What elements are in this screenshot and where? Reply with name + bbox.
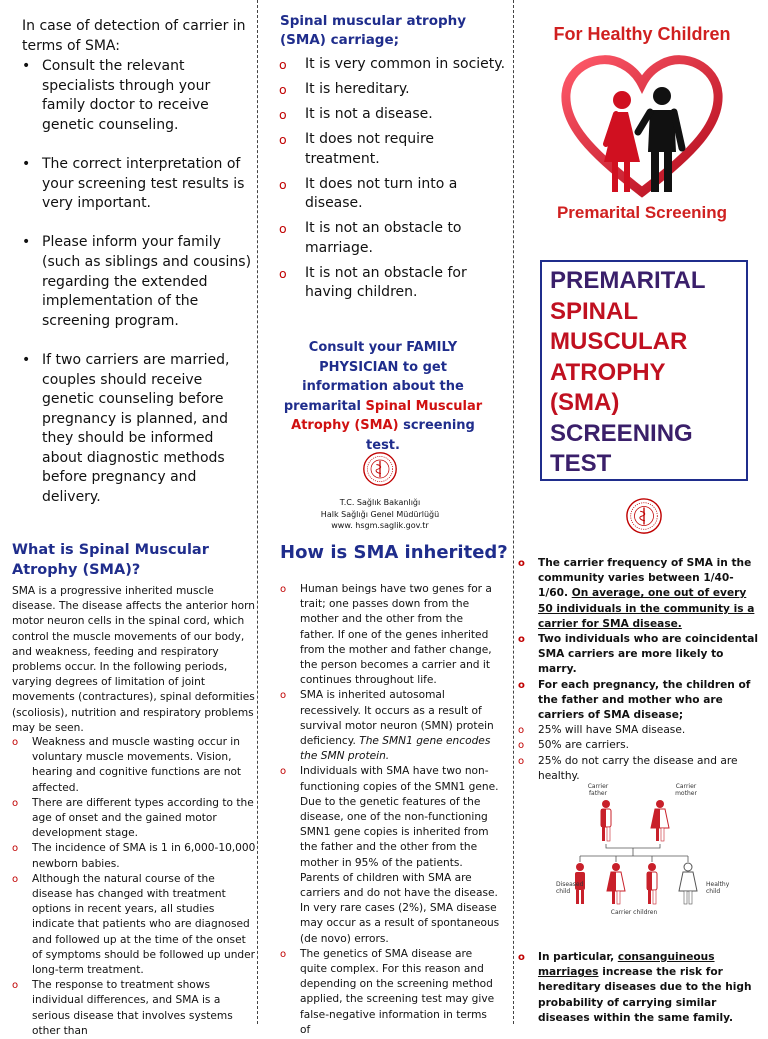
list-item-text: SMA is inherited autosomal recessively. It occurs as a result of survival motor neuron (SMN) protein deficiency. bbox=[300, 689, 494, 748]
list-item: • Please inform your family (such as siblings and cousins) regarding the extended implementation of the screening program. bbox=[22, 233, 254, 331]
title-line: SCREENING bbox=[550, 419, 693, 447]
carrier-advice-list bbox=[22, 57, 254, 527]
consanguinity-note bbox=[518, 950, 762, 1026]
list-item: o It is not an obstacle to marriage. bbox=[278, 219, 506, 258]
list-item: o It is not an obstacle for having children. bbox=[278, 264, 506, 303]
healthy-child-figure bbox=[679, 863, 697, 904]
tagline: For Healthy Children bbox=[553, 24, 731, 44]
carrier-father-label: Carrier father bbox=[587, 783, 609, 797]
ministry-name: T.C. Sağlık Bakanlığı bbox=[339, 498, 421, 507]
list-item-text: In particular, bbox=[538, 951, 618, 963]
title-line: ATROPHY bbox=[550, 358, 666, 386]
list-item-underline: consanguineous marriages bbox=[538, 951, 715, 979]
list-item: o The genetics of SMA disease are quite complex. For this reason and depending on the screening method applied, the screening test may give false-negative information in terms of bbox=[280, 947, 500, 1038]
carrier-mother-figure bbox=[651, 800, 669, 841]
premarital-screening-subtitle: Premarital Screening bbox=[556, 203, 728, 222]
list-item: o Human beings have two genes for a trait; one passes down from the mother and the other from the father. If one of the genes inherited from the mother and father change, the person becomes a carrier and it continues throughout life. bbox=[280, 582, 500, 688]
list-item: o It is not a disease. bbox=[278, 105, 506, 125]
list-item-underline: On average, one out of every 50 individuals in the community is a carrier for SMA disease. bbox=[538, 587, 755, 630]
inheritance-family-diagram bbox=[548, 776, 738, 926]
directorate-name: Halk Sağlığı Genel Müdürlüğü bbox=[320, 509, 440, 519]
carrier-child-figure bbox=[647, 863, 657, 904]
ministry-logo bbox=[625, 497, 663, 535]
consult-text-part1: Consult your FAMILY PHYSICIAN to get information about the premarital bbox=[283, 340, 464, 414]
carrier-statistics-list bbox=[518, 556, 762, 784]
how-inherited-heading: How is SMA inherited? bbox=[280, 542, 508, 563]
carrier-children-label: Carrier children bbox=[610, 909, 658, 916]
list-item: o The incidence of SMA is 1 in 6,000-10,000 newborn babies. bbox=[12, 841, 258, 871]
list-item bbox=[280, 688, 500, 764]
list-item: o 25% do not carry the disease and are healthy. bbox=[518, 754, 762, 784]
consult-text-part2: screening test. bbox=[366, 418, 475, 453]
carrier-child-figure bbox=[607, 863, 625, 904]
sma-facts-list bbox=[12, 735, 258, 1039]
healthy-child-label: Healthy child bbox=[706, 881, 730, 895]
inheritance-list bbox=[280, 582, 500, 1038]
list-item-text: The carrier frequency of SMA in the community varies between 1/40-1/60. bbox=[538, 557, 752, 600]
ministry-logo bbox=[362, 451, 398, 487]
list-item: o Two individuals who are coincidental SMA carriers are more likely to marry. bbox=[518, 632, 762, 678]
list-item: o The response to treatment shows individual differences, and SMA is a serious disease that involves systems other than bbox=[12, 978, 258, 1039]
title-line: SPINAL bbox=[550, 297, 639, 325]
list-item: o Although the natural course of the disease has changed with treatment options in recent years, all studies indicate that patients who are diagnosed and followed up at the time of the onset of symptoms should be followed up under long-term treatment. bbox=[12, 872, 258, 978]
list-item: • If two carriers are married, couples should receive genetic counseling before pregnancy is planned, and they should be informed about diagnostic methods before pregnancy and delivery. bbox=[22, 351, 254, 508]
list-item: o It does not require treatment. bbox=[278, 130, 506, 169]
list-item: • Consult the relevant specialists through your family doctor to receive genetic counseling. bbox=[22, 57, 254, 135]
list-item-text: increase the risk for hereditary diseases due to the high probability of carrying similar diseases within the same family. bbox=[538, 966, 752, 1024]
what-is-sma-heading: What is Spinal Muscular Atrophy (SMA)? bbox=[12, 542, 209, 578]
title-line: PREMARITAL bbox=[550, 267, 706, 294]
title-line: MUSCULAR bbox=[550, 328, 688, 355]
list-item: o It is very common in society. bbox=[278, 55, 506, 75]
list-item-italic: The SMN1 gene encodes the SMN protein. bbox=[300, 735, 491, 763]
list-item bbox=[518, 950, 762, 1026]
list-item: o It does not turn into a disease. bbox=[278, 175, 506, 214]
list-item: o Individuals with SMA have two non-functioning copies of the SMN1 gene. Due to the genetic features of the disease, one of the non-functioning SMN1 gene copies is inherited from the father and the other from the mother in 95% of the patients. Parents of children with SMA are carriers and do not have the disease. In very rare cases (2%), SMA disease may occur as a result of spontaneous (de novo) errors. bbox=[280, 764, 500, 946]
title-line: (SMA) bbox=[550, 389, 620, 416]
carrier-mother-label: Carrier mother bbox=[675, 783, 697, 797]
list-item: o For each pregnancy, the children of the father and mother who are carriers of SMA disease; bbox=[518, 678, 762, 724]
what-is-sma-paragraph: SMA is a progressive inherited muscle disease. The disease affects the anterior horn motor neuron cells in the spinal cord, which control the muscle movements of our body, and weakness, feeding and respiratory problems occur. In the following periods, varying degrees of limitation of joint movements (contractures), spinal deformities (scoliosis), nutrition and respiratory problems may be seen. bbox=[12, 585, 256, 734]
list-item: o There are different types according to the age of onset and the gained motor development stage. bbox=[12, 796, 258, 842]
sma-carriage-heading: Spinal muscular atrophy (SMA) carriage; bbox=[280, 13, 467, 48]
consult-highlight: Spinal Muscular Atrophy (SMA) bbox=[291, 398, 483, 433]
couple-heart-illustration bbox=[560, 52, 724, 202]
carriage-facts-list bbox=[278, 55, 506, 308]
column-divider-right bbox=[513, 0, 514, 1024]
list-item: o 25% will have SMA disease. bbox=[518, 723, 762, 738]
ministry-info bbox=[310, 497, 450, 532]
title-line: TEST bbox=[550, 450, 612, 477]
list-item bbox=[518, 556, 762, 632]
consult-physician-callout bbox=[278, 338, 488, 455]
list-item: o Weakness and muscle wasting occur in voluntary muscle movements. Vision, hearing and cognitive functions are not affected. bbox=[12, 735, 258, 796]
list-item: o 50% are carriers. bbox=[518, 738, 762, 753]
carrier-father-figure bbox=[601, 800, 611, 841]
list-item: • The correct interpretation of your screening test results is very important. bbox=[22, 155, 254, 214]
diseased-child-label: Diseased child bbox=[556, 881, 584, 895]
brochure-title-box bbox=[540, 260, 748, 481]
ministry-website: www. hsgm.saglik.gov.tr bbox=[331, 521, 429, 530]
list-item: o It is hereditary. bbox=[278, 80, 506, 100]
carrier-detection-intro: In case of detection of carrier in terms of SMA: bbox=[22, 18, 246, 54]
